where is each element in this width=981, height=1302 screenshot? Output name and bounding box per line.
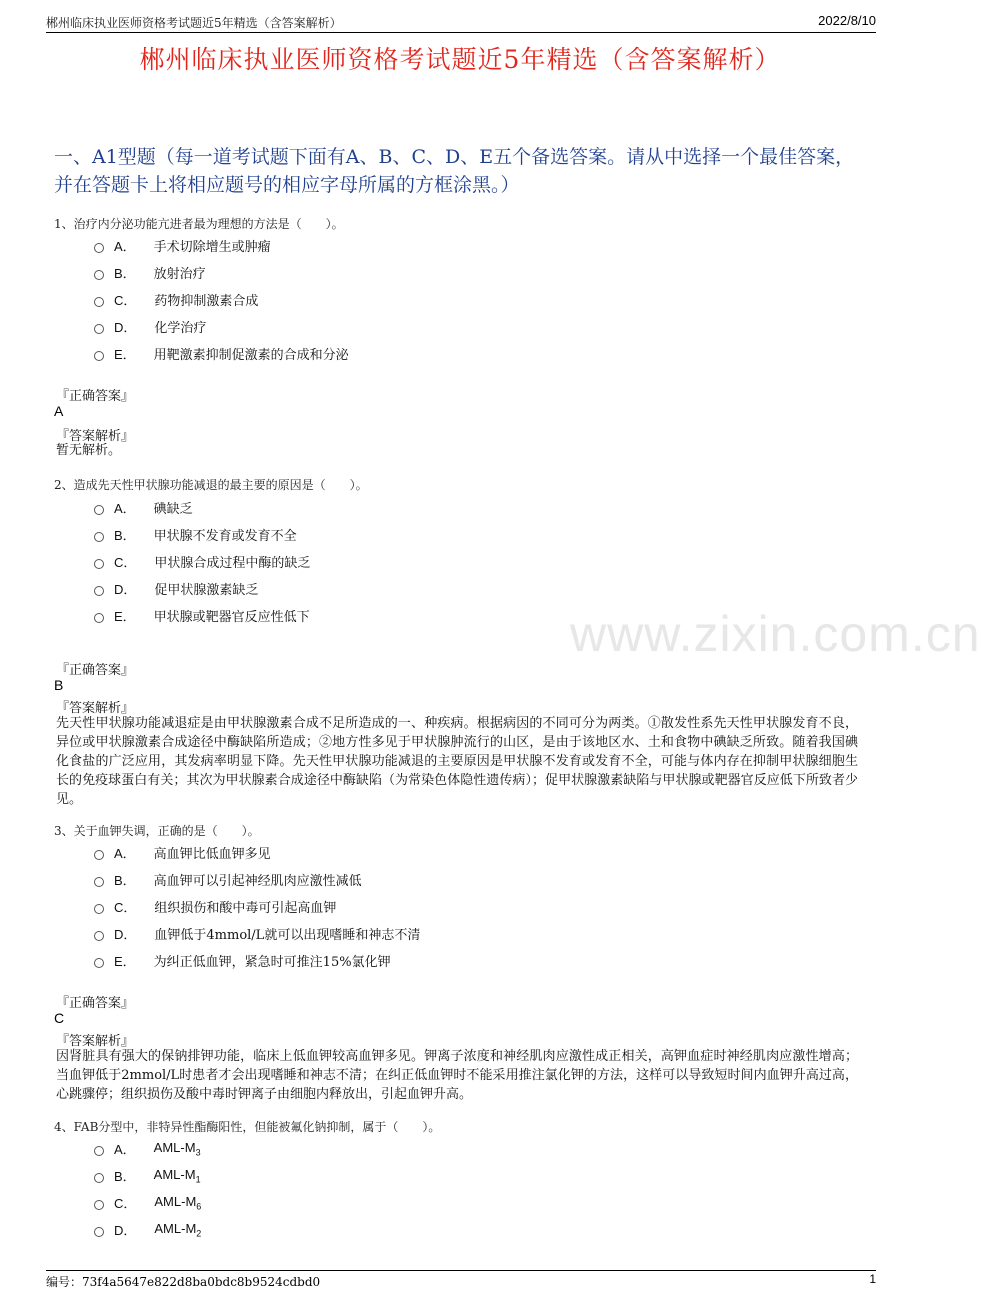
radio-icon[interactable] [94,1227,104,1237]
option-item[interactable]: D． 促甲状腺激素缺乏 [94,579,258,598]
radio-icon[interactable] [94,1173,104,1183]
option-item[interactable]: A． 手术切除增生或肿瘤 [94,236,271,255]
radio-icon[interactable] [94,243,104,253]
answer-label: 『正确答案』 [56,389,135,404]
option-item[interactable]: D． 血钾低于4mmol/L就可以出现嗜睡和神志不清 [94,924,420,943]
radio-icon[interactable] [94,270,104,280]
option-item[interactable]: C． 组织损伤和酸中毒可引起高血钾 [94,897,336,916]
radio-icon[interactable] [94,351,104,361]
option-item[interactable]: C． AML-$M_6$ [94,1193,201,1212]
answer-label: 『正确答案』 [56,663,135,678]
document-code: 编号：73f4a5647e822d8ba0bdc8b9524cdbd0 [46,1275,321,1289]
radio-icon[interactable] [94,877,104,887]
option-item[interactable]: D． 化学治疗 [94,317,206,336]
option-item[interactable]: A． AML-$M_3$ [94,1139,201,1158]
answer-label: 『正确答案』 [56,996,135,1011]
question-stem: 3、关于血钾失调，正确的是（ ）。 [54,824,260,838]
radio-icon[interactable] [94,613,104,623]
header-title: 郴州临床执业医师资格考试题近5年精选（含答案解析） [46,16,342,30]
radio-icon[interactable] [94,1146,104,1156]
correct-answer: B [54,677,64,693]
analysis-label: 『答案解析』 [56,701,135,716]
option-item[interactable]: B． 高血钾可以引起神经肌肉应激性减低 [94,870,362,889]
radio-icon[interactable] [94,324,104,334]
page-header [46,12,876,33]
option-item[interactable]: A． 碘缺乏 [94,498,193,517]
header-date: 2022/8/10 [818,13,876,28]
radio-icon[interactable] [94,586,104,596]
radio-icon[interactable] [94,931,104,941]
option-item[interactable]: B． AML-$M_1$ [94,1166,201,1185]
option-item[interactable]: B． 放射治疗 [94,263,206,282]
watermark: www.zixin.com.cn [570,606,981,662]
option-item[interactable]: A． 高血钾比低血钾多见 [94,843,271,862]
page-number: 1 [869,1272,876,1286]
analysis-text: 先天性甲状腺功能减退症是由甲状腺激素合成不足所造成的一、种疾病。根据病因的不同可分为两类。①散发性系先天性甲状腺发育不良，异位或甲状腺激素合成途径中酶缺陷所造成；②地方性多见于甲状腺肿流行的山区，是由于该地区水、土和食物中碘缺乏所致。随着我国碘化食盐的广泛应用，其发病率明显下降。先天性甲状腺功能减退的主要原因是甲状腺不发育或发育不全，可能与体内存在抑制甲状腺细胞生长的免疫球蛋白有关；其次为甲状腺素合成途径中酶缺陷（为常染色体隐性遗传病）；促甲状腺激素缺陷与甲状腺或靶器官反应低下所致者少见。 [56,716,858,807]
page-footer [46,1270,876,1289]
option-item[interactable]: C． 药物抑制激素合成 [94,290,258,309]
radio-icon[interactable] [94,1200,104,1210]
option-item[interactable]: D． AML-$M_2$ [94,1220,201,1239]
correct-answer: C [54,1010,65,1026]
radio-icon[interactable] [94,958,104,968]
question-stem: 2、造成先天性甲状腺功能减退的最主要的原因是（ ）。 [54,478,368,492]
radio-icon[interactable] [94,505,104,515]
option-item[interactable]: E． 为纠正低血钾，紧急时可推注15%氯化钾 [94,951,391,970]
analysis-label: 『答案解析』 [56,1034,135,1049]
radio-icon[interactable] [94,559,104,569]
option-item[interactable]: E． 用靶激素抑制促激素的合成和分泌 [94,344,349,363]
option-item[interactable]: B． 甲状腺不发育或发育不全 [94,525,297,544]
radio-icon[interactable] [94,297,104,307]
radio-icon[interactable] [94,532,104,542]
radio-icon[interactable] [94,850,104,860]
question-stem: 1、治疗内分泌功能亢进者最为理想的方法是（ ）。 [54,217,344,231]
analysis-text: 因肾脏具有强大的保钠排钾功能，临床上低血钾较高血钾多见。钾离子浓度和神经肌肉应激性成正相关，高钾血症时神经肌肉应激性增高；当血钾低于2mmol/L时患者才会出现嗜睡和神志不清；在纠正低血钾时不能采用推注氯化钾的方法，这样可以导致短时间内血钾升高过高，心跳骤停；组织损伤及酸中毒时钾离子由细胞内释放出，引起血钾升高。 [56,1049,858,1102]
analysis-label: 『答案解析』 [56,429,135,444]
radio-icon[interactable] [94,904,104,914]
correct-answer: A [54,403,64,419]
option-item[interactable]: E． 甲状腺或靶器官反应性低下 [94,606,310,625]
option-item[interactable]: C． 甲状腺合成过程中酶的缺乏 [94,552,310,571]
section-heading: 一、A1型题（每一道考试题下面有A、B、C、D、E五个备选答案。请从中选择一个最佳答案，并在答题卡上将相应题号的相应字母所属的方框涂黑。） [54,146,855,196]
question-stem: 4、FAB分型中，非特异性酯酶阳性，但能被氟化钠抑制，属于（ ）。 [54,1120,441,1134]
document-title: 郴州临床执业医师资格考试题近5年精选（含答案解析） [139,45,781,74]
analysis-text: 暂无解析。 [56,443,122,458]
